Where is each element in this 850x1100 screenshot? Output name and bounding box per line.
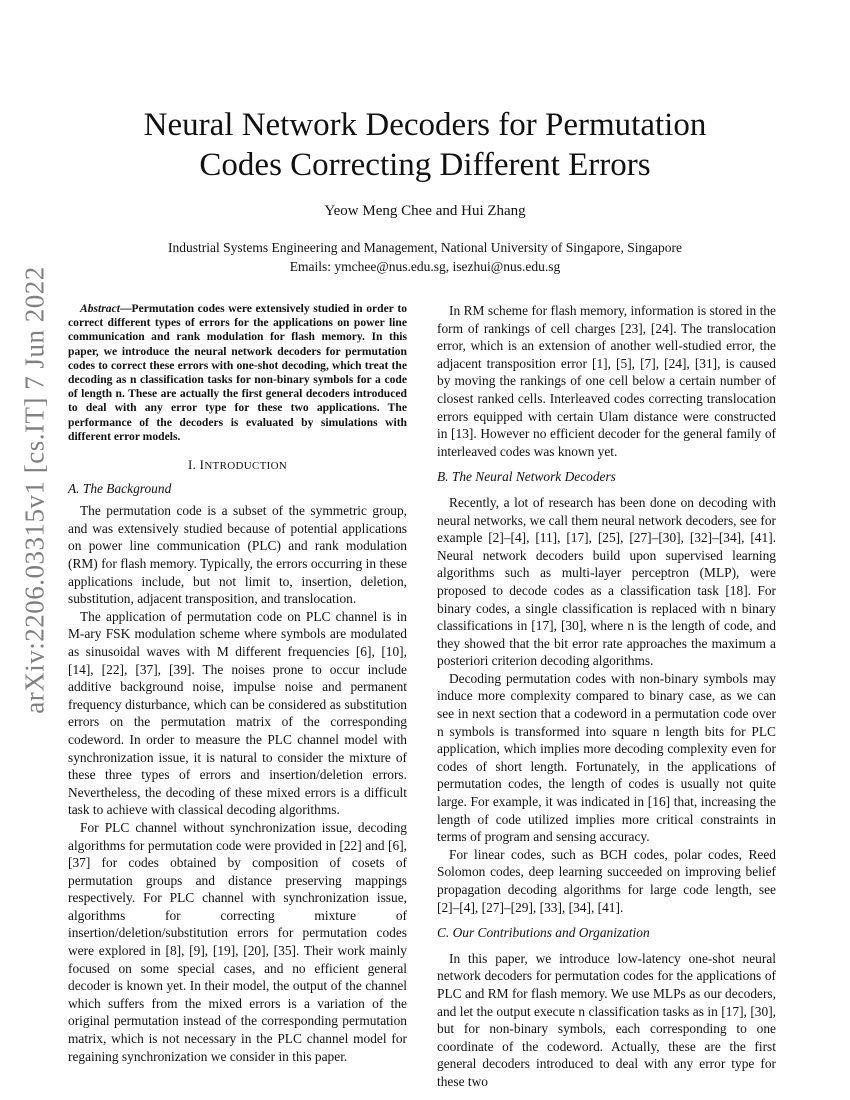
body-paragraph: Recently, a lot of research has been done on decoding with neural networks, we call them neural network decoders, see for example [2]–[4], [11], [17], [25], [27]–[30], [32]–[34], [41]. Neural network decoders build upon supervised learning algorithms such as multi-layer perceptron (MLP), were proposed to decode codes as a classification task [18]. For binary codes, a single classification is replaced with n binary classifications in [17], [30], where n is the length of code, and they showed that the bit error rate approaches the maximum a posteriori criterion decoding algorithms.: [437, 494, 776, 669]
abstract-text: —Permutation codes were extensively studied in order to correct different types of errors for the applications on power line communication and rank modulation for flash memory. In this paper, we introduce the neural network decoders for permutation codes to correct these errors with one-shot decoding, which treat the decoding as n classification tasks for non-binary symbols for a code of length n. These are actually the first general decoders introduced to deal with any error type for these two applications. The performance of the decoders is evaluated by simulations with different error models.: [68, 302, 407, 443]
body-paragraph: The permutation code is a subset of the symmetric group, and was extensively studied because of potential applications on power line communication (PLC) and rank modulation (RM) for flash memory. Typically, the errors occurring in these applications include, but not limit to, insertion, deletion, substitution, adjacent transposition, and translocation.: [68, 503, 407, 607]
subsection-heading-background: A. The Background: [68, 480, 172, 496]
body-paragraph: For PLC channel without synchronization issue, decoding algorithms for permutation code were provided in [22] and [6], [37] for codes obtained by composition of cosets of permutation groups and distance preserving mappings respectively. For PLC channel with synchronization issue, algorithms for correcting mixture of insertion/deletion/substitution errors for permutation codes were explored in [8], [9], [19], [20], [35]. Their work mainly focused on some special cases, and no efficient general decoder is known yet. In their model, the output of the channel which suffers from the mixed errors is a variation of the original permutation instead of the corresponding permutation matrix, which is not necessary in the PLC channel model for regaining synchronization we consider in this paper.: [68, 819, 407, 1064]
body-paragraph: Decoding permutation codes with non-binary symbols may induce more complexity compared to binary case, as we can see in next section that a codeword in a permutation code over n symbols is transformed into square n length bits for PLC application, which implies more decoding complexity even for codes of short length. Fortunately, in the applications of permutation codes, the length of codes is usually not quite large. For example, it was indicated in [16] that, increasing the length of code utilized implies more critical constraints in terms of program and sensing accuracy.: [437, 670, 776, 845]
title-line-1: Neural Network Decoders for Permutation: [143, 107, 707, 143]
section-title-initial: I: [199, 457, 205, 473]
section-number: I.: [187, 457, 200, 473]
author-emails: Emails: ymchee@nus.edu.sg, isezhui@nus.edu.sg: [289, 259, 561, 274]
subsection-heading-neural-decoders: B. The Neural Network Decoders: [437, 469, 616, 485]
section-heading-introduction: [68, 456, 407, 476]
body-paragraph: In this paper, we introduce low-latency one-shot neural network decoders for permutation codes for the applications of PLC and RM for flash memory. We use MLPs as our decoders, and let the output execute n classification tasks as in [17], [30], but for non-binary symbols, each corresponding to one coordinate of the codeword. Actually, these are the first general decoders introduced to deal with any error type for these two: [437, 950, 776, 1089]
body-paragraph: The application of permutation code on PLC channel is in M-ary FSK modulation scheme where symbols are modulated as sinusoidal waves with M different frequencies [6], [10], [14], [22], [37], [39]. The noises prone to occur include additive background noise, impulse noise and permanent frequency disturbance, which can be considered as substitution errors on the permutation matrix of the corresponding codeword. In order to measure the PLC channel model with synchronization issue, it is natural to consider the mixture of these three types of errors and insertion/deletion errors. Nevertheless, the decoding of these mixed errors is a difficult task to achieve with classical decoding algorithms.: [68, 608, 407, 818]
title-line-2: Codes Correcting Different Errors: [199, 147, 651, 183]
arxiv-sidebar-stamp: [6, 266, 64, 714]
subsection-heading-contributions: C. Our Contributions and Organization: [437, 925, 650, 941]
arxiv-identifier: arXiv:2206.03315v1 [cs.IT] 7 Jun 2022: [19, 266, 50, 714]
abstract: [68, 302, 407, 444]
body-paragraph: In RM scheme for flash memory, information is stored in the form of rankings of cell charges [23], [24]. The translocation error, which is an extension of another well-studied error, the adjacent transposition error [1], [5], [7], [24], [31], is caused by moving the rankings of one cell below a certain number of closest ranked cells. Interleaved codes correcting translocation errors equipped with certain Ulam distance were constructed in [13]. However no efficient decoder for the general family of interleaved codes was known yet.: [437, 303, 776, 459]
abstract-lead: Abstract: [80, 302, 120, 315]
section-title-rest: NTRODUCTION: [204, 460, 288, 473]
left-column: [68, 302, 407, 1065]
author-list: Yeow Meng Chee and Hui Zhang: [324, 203, 526, 219]
paper-title: [60, 105, 790, 185]
right-column: [437, 302, 776, 1091]
affiliation-block: [60, 238, 790, 276]
affiliation: Industrial Systems Engineering and Management, National University of Singapore, Singapore: [167, 240, 682, 255]
body-paragraph: For linear codes, such as BCH codes, polar codes, Reed Solomon codes, deep learning succeeded on improving belief propagation decoding algorithms for large code length, see [2]–[4], [27]–[29], [33], [34], [41].: [437, 846, 776, 915]
